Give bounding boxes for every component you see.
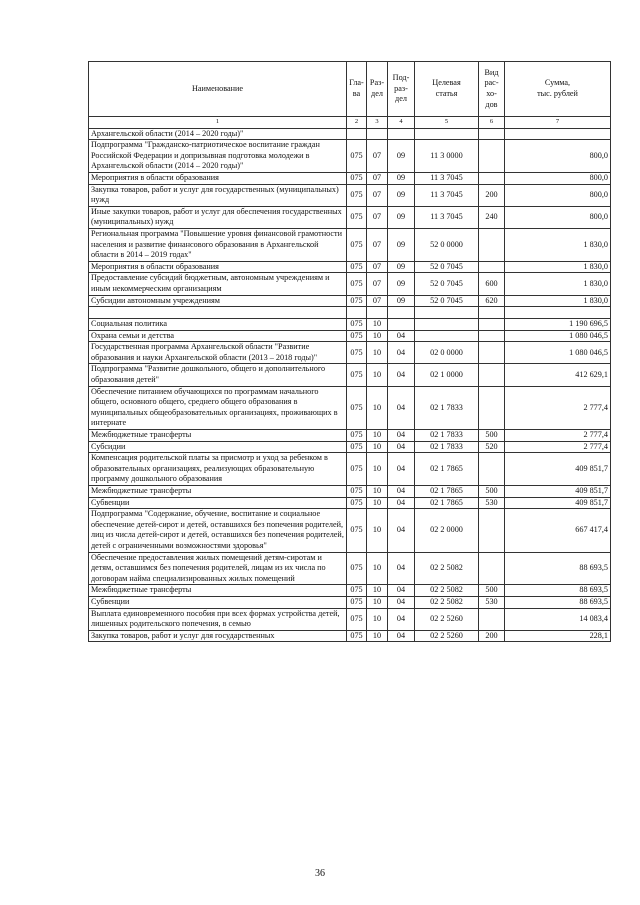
header-podrazdel: Под- раз- дел — [388, 62, 415, 117]
row-podrazdel-cell: 04 — [388, 596, 415, 608]
row-razdel-cell: 10 — [367, 497, 388, 509]
row-vid-cell — [479, 364, 505, 386]
row-vid-cell — [479, 319, 505, 331]
row-vid-cell — [479, 128, 505, 140]
row-name-cell: Закупка товаров, работ и услуг для государственных — [89, 630, 347, 642]
row-glava-cell: 075 — [347, 386, 367, 429]
row-podrazdel-cell: 04 — [388, 585, 415, 597]
row-name-cell: Субсидии автономным учреждениям — [89, 295, 347, 307]
row-name-cell: Обеспечение питанием обучающихся по программам начального общего, основного общего, среднего общего образования в муниципальных общеобразовательных организациях, проживающих в интернате — [89, 386, 347, 429]
row-razdel-cell: 07 — [367, 261, 388, 273]
row-target-cell: 52 0 0000 — [415, 228, 479, 261]
row-podrazdel-cell: 04 — [388, 509, 415, 552]
row-vid-cell — [479, 453, 505, 486]
row-name-cell: Государственная программа Архангельской области "Развитие образования и науки Архангельской области (2013 – 2018 годы)" — [89, 342, 347, 364]
row-glava-cell: 075 — [347, 342, 367, 364]
row-glava-cell: 075 — [347, 319, 367, 331]
row-target-cell: 11 3 7045 — [415, 206, 479, 228]
row-razdel-cell: 10 — [367, 509, 388, 552]
row-name-cell: Архангельской области (2014 – 2020 годы)" — [89, 128, 347, 140]
row-target-cell — [415, 319, 479, 331]
row-glava-cell: 075 — [347, 596, 367, 608]
row-podrazdel-cell — [388, 128, 415, 140]
row-vid-cell: 520 — [479, 441, 505, 453]
row-podrazdel-cell: 09 — [388, 273, 415, 295]
row-target-cell: 02 1 7833 — [415, 430, 479, 442]
header-vid: Вид рас- хо- дов — [479, 62, 505, 117]
row-sum-cell: 800,0 — [505, 172, 611, 184]
row-sum-cell: 1 080 046,5 — [505, 330, 611, 342]
row-podrazdel-cell: 09 — [388, 172, 415, 184]
row-podrazdel-cell: 04 — [388, 441, 415, 453]
row-target-cell: 02 0 0000 — [415, 342, 479, 364]
row-podrazdel-cell: 04 — [388, 552, 415, 585]
row-podrazdel-cell: 04 — [388, 608, 415, 630]
row-razdel-cell: 10 — [367, 552, 388, 585]
row-sum-cell: 2 777,4 — [505, 386, 611, 429]
row-glava-cell: 075 — [347, 364, 367, 386]
table-row — [89, 441, 611, 453]
row-glava-cell: 075 — [347, 608, 367, 630]
column-number: 1 — [89, 117, 347, 129]
row-target-cell: 52 0 7045 — [415, 295, 479, 307]
row-razdel-cell: 10 — [367, 386, 388, 429]
column-number: 2 — [347, 117, 367, 129]
row-target-cell: 02 1 7865 — [415, 486, 479, 498]
row-name-cell: Субсидии — [89, 441, 347, 453]
row-razdel-cell — [367, 128, 388, 140]
row-sum-cell: 1 080 046,5 — [505, 342, 611, 364]
row-target-cell: 02 2 0000 — [415, 509, 479, 552]
column-number: 5 — [415, 117, 479, 129]
row-name-cell: Социальная политика — [89, 319, 347, 331]
row-sum-cell: 88 693,5 — [505, 596, 611, 608]
row-razdel-cell: 10 — [367, 319, 388, 331]
row-vid-cell: 500 — [479, 585, 505, 597]
row-glava-cell — [347, 128, 367, 140]
row-glava-cell: 075 — [347, 441, 367, 453]
row-target-cell: 02 2 5260 — [415, 608, 479, 630]
row-target-cell: 02 1 7833 — [415, 386, 479, 429]
row-target-cell: 02 1 7865 — [415, 453, 479, 486]
row-name-cell: Подпрограмма "Содержание, обучение, воспитание и социальное обеспечение детей-сирот и детей, оставшихся без попечения родителей, лиц из числа детей-сирот и детей, оставшихся без попечения родителей, детей с ограниченными возможностями здоровья" — [89, 509, 347, 552]
row-sum-cell: 409 851,7 — [505, 453, 611, 486]
row-sum-cell: 667 417,4 — [505, 509, 611, 552]
row-vid-cell — [479, 608, 505, 630]
column-number: 3 — [367, 117, 388, 129]
row-glava-cell: 075 — [347, 295, 367, 307]
row-glava-cell: 075 — [347, 430, 367, 442]
row-glava-cell: 075 — [347, 172, 367, 184]
header-sum: Сумма, тыс. рублей — [505, 62, 611, 117]
row-sum-cell — [505, 128, 611, 140]
row-podrazdel-cell: 09 — [388, 206, 415, 228]
row-razdel-cell: 07 — [367, 140, 388, 173]
row-target-cell: 11 3 7045 — [415, 172, 479, 184]
table-row — [89, 342, 611, 364]
budget-table — [88, 61, 611, 642]
row-sum-cell: 1 830,0 — [505, 273, 611, 295]
header-razdel: Раз- дел — [367, 62, 388, 117]
row-vid-cell: 200 — [479, 630, 505, 642]
row-name-cell: Подпрограмма "Гражданско-патриотическое воспитание граждан Российской Федерации и допризывная подготовка молодежи в Архангельской области (2014 – 2020 годы)" — [89, 140, 347, 173]
table-row — [89, 509, 611, 552]
row-target-cell: 52 0 7045 — [415, 261, 479, 273]
row-glava-cell: 075 — [347, 552, 367, 585]
table-row — [89, 330, 611, 342]
row-podrazdel-cell: 04 — [388, 486, 415, 498]
row-razdel-cell: 10 — [367, 630, 388, 642]
row-razdel-cell: 10 — [367, 486, 388, 498]
row-sum-cell: 1 830,0 — [505, 228, 611, 261]
row-target-cell: 02 1 7865 — [415, 497, 479, 509]
page-number: 36 — [315, 868, 325, 879]
row-podrazdel-cell: 04 — [388, 342, 415, 364]
row-razdel-cell: 10 — [367, 608, 388, 630]
row-vid-cell — [479, 172, 505, 184]
row-name-cell: Компенсация родительской платы за присмотр и уход за ребенком в образовательных организациях, реализующих образовательную программу дошкольного образования — [89, 453, 347, 486]
row-vid-cell: 500 — [479, 430, 505, 442]
table-row — [89, 319, 611, 331]
row-target-cell — [415, 330, 479, 342]
header-target: Целевая статья — [415, 62, 479, 117]
row-razdel-cell: 07 — [367, 228, 388, 261]
row-razdel-cell: 07 — [367, 295, 388, 307]
row-name-cell: Мероприятия в области образования — [89, 261, 347, 273]
row-razdel-cell: 10 — [367, 364, 388, 386]
row-vid-cell: 600 — [479, 273, 505, 295]
row-podrazdel-cell — [388, 307, 415, 319]
row-sum-cell: 88 693,5 — [505, 552, 611, 585]
row-razdel-cell: 10 — [367, 596, 388, 608]
row-vid-cell: 530 — [479, 497, 505, 509]
row-podrazdel-cell: 04 — [388, 453, 415, 486]
row-glava-cell: 075 — [347, 140, 367, 173]
row-vid-cell — [479, 509, 505, 552]
row-vid-cell — [479, 307, 505, 319]
row-vid-cell — [479, 386, 505, 429]
table-row — [89, 585, 611, 597]
row-name-cell: Мероприятия в области образования — [89, 172, 347, 184]
row-glava-cell: 075 — [347, 206, 367, 228]
row-podrazdel-cell: 04 — [388, 330, 415, 342]
row-glava-cell: 075 — [347, 453, 367, 486]
table-row — [89, 172, 611, 184]
table-row — [89, 261, 611, 273]
row-glava-cell: 075 — [347, 497, 367, 509]
row-razdel-cell: 07 — [367, 172, 388, 184]
header-name: Наименование — [89, 62, 347, 117]
row-vid-cell: 200 — [479, 184, 505, 206]
row-podrazdel-cell: 09 — [388, 140, 415, 173]
table-row — [89, 386, 611, 429]
column-number: 4 — [388, 117, 415, 129]
table-row — [89, 184, 611, 206]
row-glava-cell: 075 — [347, 585, 367, 597]
row-target-cell: 11 3 0000 — [415, 140, 479, 173]
row-vid-cell — [479, 342, 505, 364]
row-name-cell: Межбюджетные трансферты — [89, 430, 347, 442]
row-target-cell: 11 3 7045 — [415, 184, 479, 206]
column-number-row — [89, 117, 611, 129]
row-sum-cell: 409 851,7 — [505, 486, 611, 498]
row-podrazdel-cell: 04 — [388, 386, 415, 429]
row-vid-cell — [479, 552, 505, 585]
row-vid-cell: 530 — [479, 596, 505, 608]
row-podrazdel-cell — [388, 319, 415, 331]
row-sum-cell — [505, 307, 611, 319]
row-target-cell: 02 2 5082 — [415, 552, 479, 585]
row-sum-cell: 2 777,4 — [505, 441, 611, 453]
table-row — [89, 608, 611, 630]
row-razdel-cell: 07 — [367, 206, 388, 228]
header-glava: Гла- ва — [347, 62, 367, 117]
row-vid-cell — [479, 261, 505, 273]
row-sum-cell: 88 693,5 — [505, 585, 611, 597]
table-row — [89, 307, 611, 319]
row-podrazdel-cell: 04 — [388, 630, 415, 642]
column-number: 6 — [479, 117, 505, 129]
row-vid-cell: 240 — [479, 206, 505, 228]
row-name-cell: Предоставление субсидий бюджетным, автономным учреждениям и иным некоммерческим организациям — [89, 273, 347, 295]
row-sum-cell: 228,1 — [505, 630, 611, 642]
row-podrazdel-cell: 09 — [388, 184, 415, 206]
row-vid-cell — [479, 140, 505, 173]
row-name-cell: Межбюджетные трансферты — [89, 486, 347, 498]
row-target-cell: 02 1 7833 — [415, 441, 479, 453]
row-sum-cell: 1 830,0 — [505, 261, 611, 273]
row-podrazdel-cell: 09 — [388, 295, 415, 307]
row-sum-cell: 800,0 — [505, 184, 611, 206]
table-row — [89, 486, 611, 498]
row-sum-cell: 14 083,4 — [505, 608, 611, 630]
column-number: 7 — [505, 117, 611, 129]
row-target-cell — [415, 307, 479, 319]
table-row — [89, 552, 611, 585]
row-vid-cell: 620 — [479, 295, 505, 307]
row-name-cell: Региональная программа "Повышение уровня финансовой грамотности населения и развитие финансового образования в Архангельской области в 2014 – 2019 годах" — [89, 228, 347, 261]
row-glava-cell: 075 — [347, 261, 367, 273]
row-podrazdel-cell: 09 — [388, 261, 415, 273]
table-row — [89, 273, 611, 295]
row-name-cell: Субвенции — [89, 497, 347, 509]
row-name-cell: Закупка товаров, работ и услуг для государственных (муниципальных) нужд — [89, 184, 347, 206]
row-name-cell: Субвенции — [89, 596, 347, 608]
row-sum-cell: 800,0 — [505, 206, 611, 228]
row-razdel-cell: 10 — [367, 441, 388, 453]
table-row — [89, 453, 611, 486]
row-razdel-cell: 10 — [367, 330, 388, 342]
row-sum-cell: 800,0 — [505, 140, 611, 173]
row-sum-cell: 1 190 696,5 — [505, 319, 611, 331]
row-podrazdel-cell: 09 — [388, 228, 415, 261]
row-name-cell: Межбюджетные трансферты — [89, 585, 347, 597]
row-name-cell: Охрана семьи и детства — [89, 330, 347, 342]
row-glava-cell: 075 — [347, 630, 367, 642]
row-glava-cell: 075 — [347, 228, 367, 261]
row-sum-cell: 412 629,1 — [505, 364, 611, 386]
row-podrazdel-cell: 04 — [388, 430, 415, 442]
row-razdel-cell — [367, 307, 388, 319]
row-glava-cell: 075 — [347, 486, 367, 498]
row-target-cell: 52 0 7045 — [415, 273, 479, 295]
table-row — [89, 430, 611, 442]
table-header-row — [89, 62, 611, 117]
row-razdel-cell: 10 — [367, 342, 388, 364]
row-razdel-cell: 07 — [367, 184, 388, 206]
table-row — [89, 128, 611, 140]
table-row — [89, 140, 611, 173]
row-target-cell: 02 2 5082 — [415, 585, 479, 597]
row-razdel-cell: 10 — [367, 585, 388, 597]
row-razdel-cell: 07 — [367, 273, 388, 295]
row-vid-cell — [479, 228, 505, 261]
row-vid-cell — [479, 330, 505, 342]
row-name-cell: Иные закупки товаров, работ и услуг для обеспечения государственных (муниципальных) нужд — [89, 206, 347, 228]
table-row — [89, 295, 611, 307]
row-name-cell: Выплата единовременного пособия при всех формах устройства детей, лишенных родительского попечения, в семью — [89, 608, 347, 630]
row-vid-cell: 500 — [479, 486, 505, 498]
row-target-cell: 02 2 5082 — [415, 596, 479, 608]
table-row — [89, 364, 611, 386]
table-body — [89, 128, 611, 642]
row-sum-cell: 2 777,4 — [505, 430, 611, 442]
row-podrazdel-cell: 04 — [388, 364, 415, 386]
row-podrazdel-cell: 04 — [388, 497, 415, 509]
row-sum-cell: 409 851,7 — [505, 497, 611, 509]
table-row — [89, 497, 611, 509]
row-name-cell: Подпрограмма "Развитие дошкольного, общего и дополнительного образования детей" — [89, 364, 347, 386]
row-razdel-cell: 10 — [367, 453, 388, 486]
row-glava-cell — [347, 307, 367, 319]
row-target-cell: 02 2 5260 — [415, 630, 479, 642]
row-glava-cell: 075 — [347, 330, 367, 342]
row-sum-cell: 1 830,0 — [505, 295, 611, 307]
row-glava-cell: 075 — [347, 509, 367, 552]
table-row — [89, 596, 611, 608]
row-target-cell: 02 1 0000 — [415, 364, 479, 386]
table-row — [89, 206, 611, 228]
row-name-cell — [89, 307, 347, 319]
row-razdel-cell: 10 — [367, 430, 388, 442]
row-glava-cell: 075 — [347, 184, 367, 206]
table-row — [89, 630, 611, 642]
row-glava-cell: 075 — [347, 273, 367, 295]
table-row — [89, 228, 611, 261]
row-name-cell: Обеспечение предоставления жилых помещений детям-сиротам и детям, оставшимся без попечения родителей, лицам из их числа по договорам найма специализированных жилых помещений — [89, 552, 347, 585]
row-target-cell — [415, 128, 479, 140]
